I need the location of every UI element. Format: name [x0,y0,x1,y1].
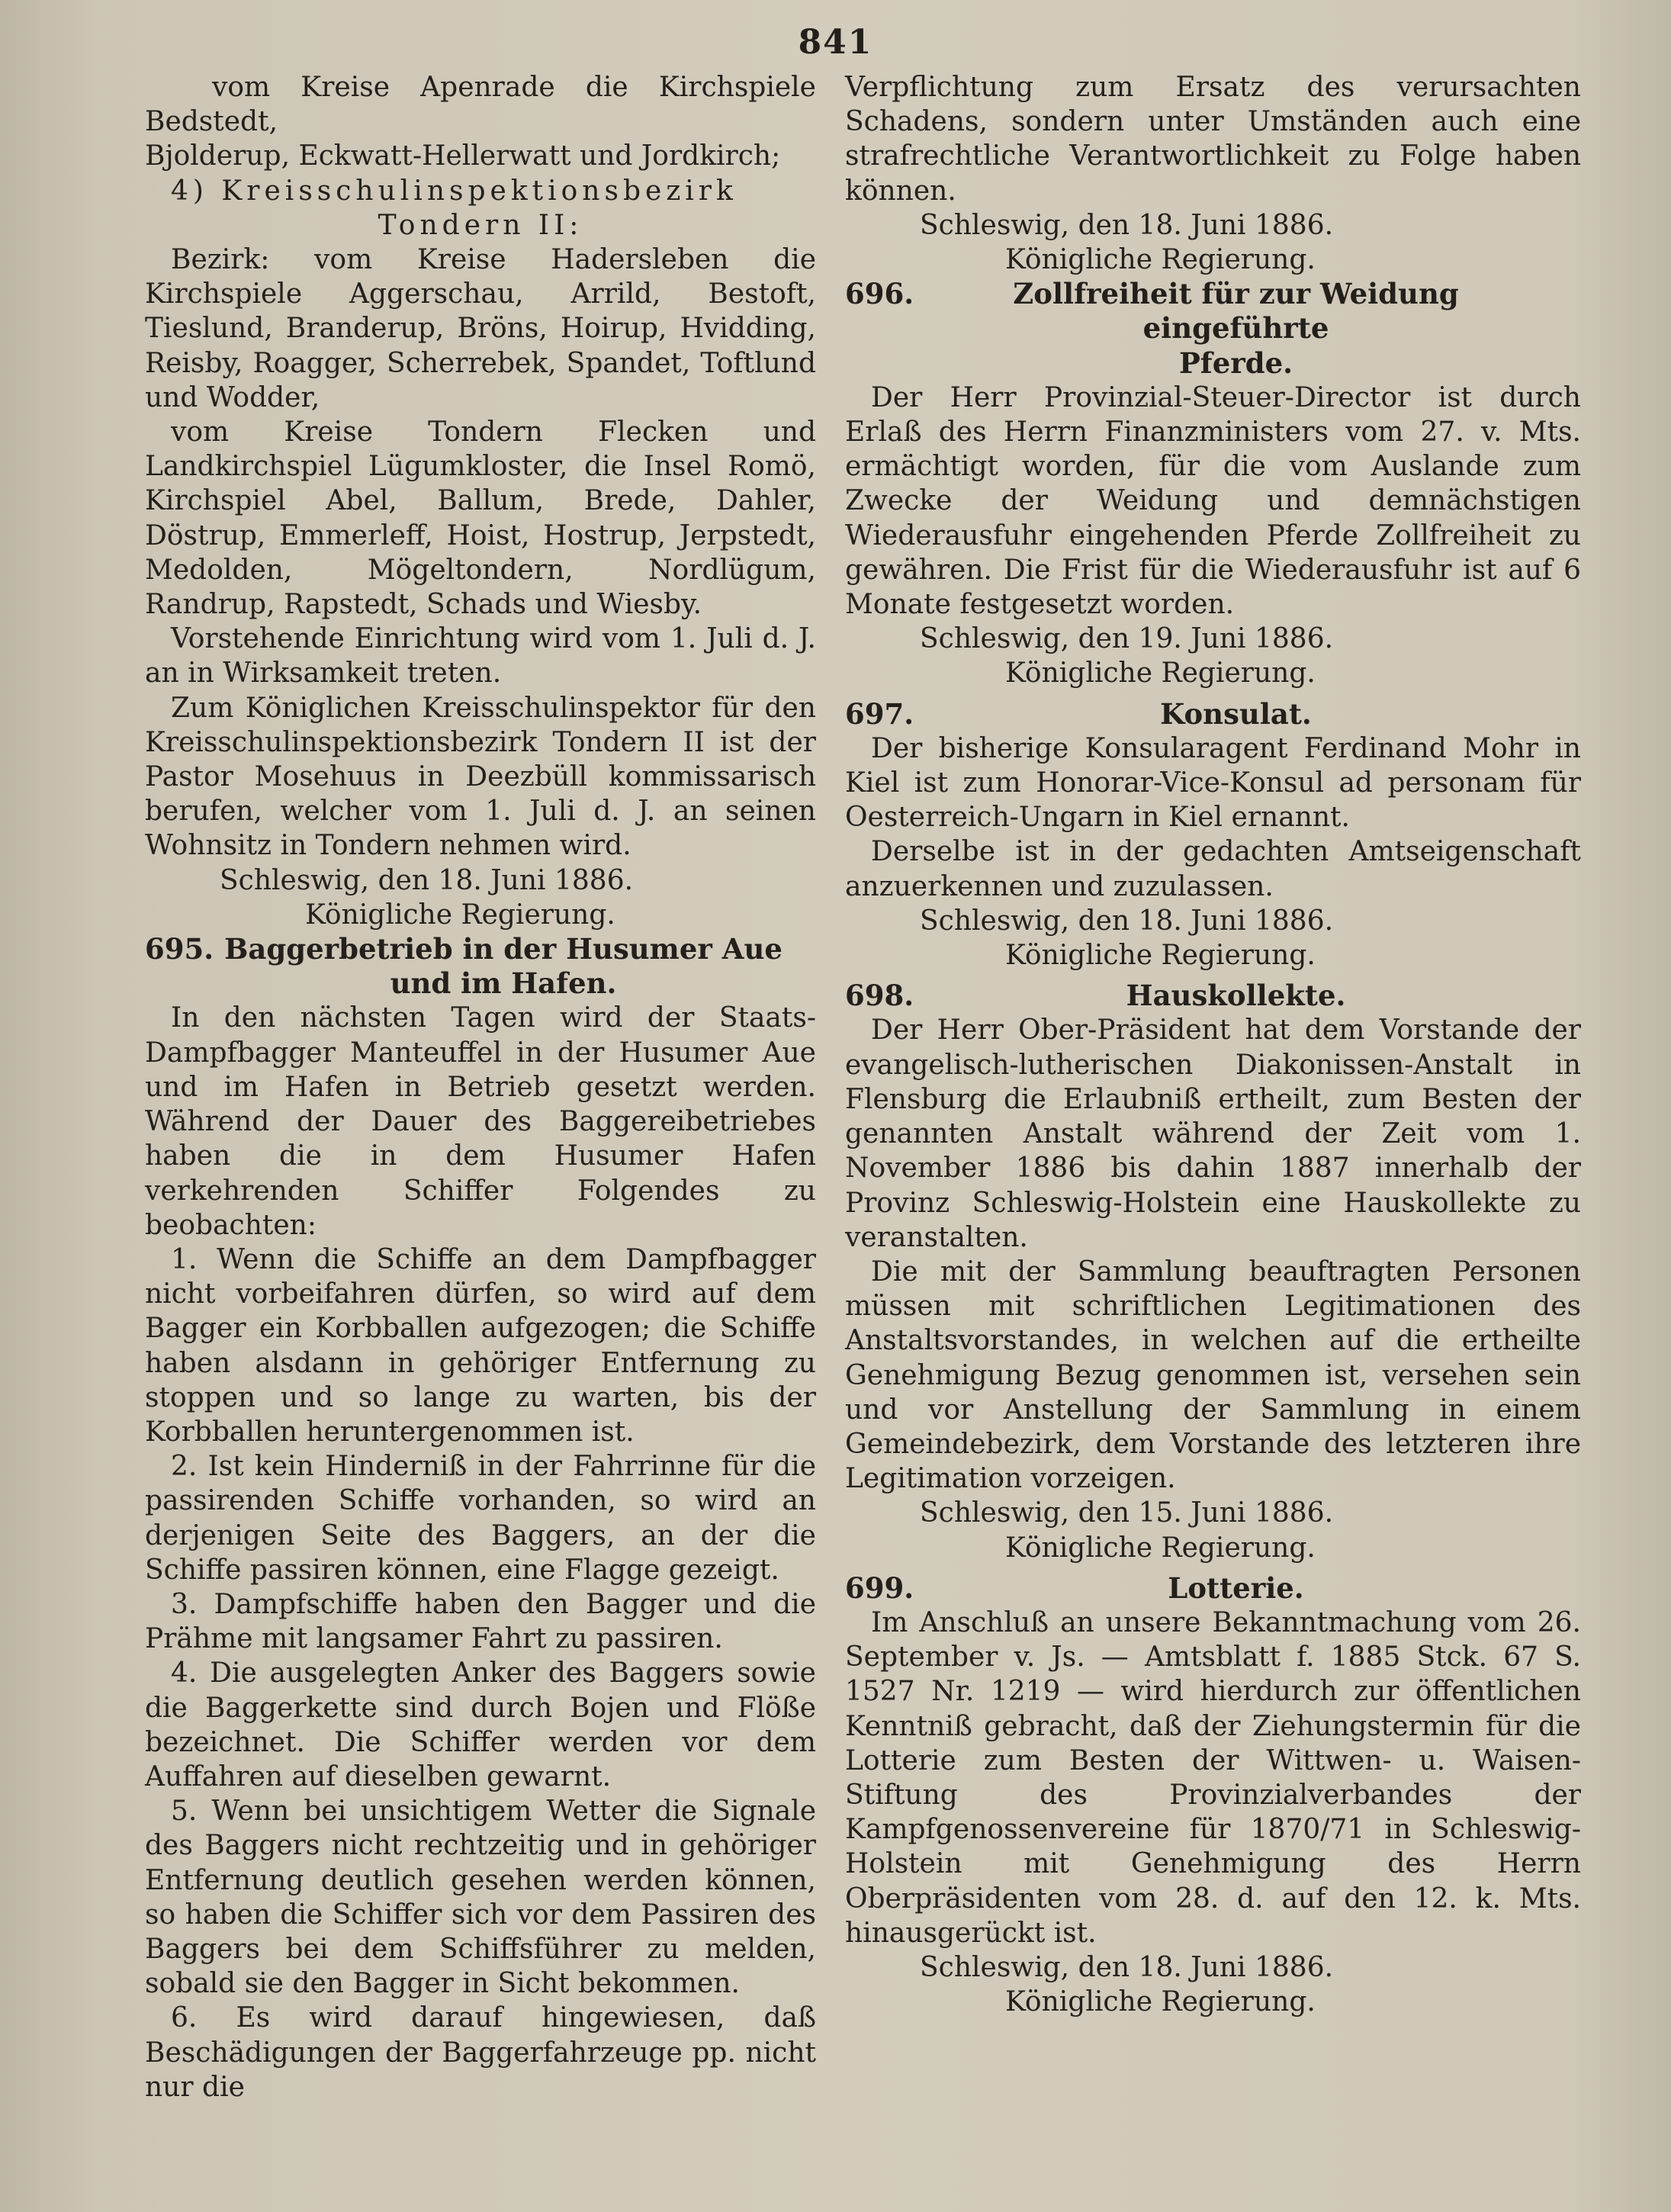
section-number: 697. [845,696,914,731]
continuation-paragraph: Verpflichtung zum Ersatz des verursachten Schadens, sondern unter Umständen auch eine strafrechtliche Verantwortlichkeit zu Folge haben können. [845,72,1581,207]
section-695-intro: In den nächsten Tagen wird der Staats-Dampfbagger Manteuffel in der Husumer Aue und im Hafen in Betrieb gesetzt werden. Während der Dauer des Baggereibetriebes haben die in dem Husumer Hafen verkehrenden Schiffer Folgendes zu beobachten: [145,1002,816,1241]
section-695-item-6: 6. Es wird darauf hingewiesen, daß Beschädigungen der Baggerfahrzeuge pp. nicht nur die [145,2002,816,2103]
district-subheading: Tondern II: [378,209,583,241]
continuation-place: Schleswig, den 18. Juni 1886. [920,209,1334,241]
section-698-body: Der Herr Ober-Präsident hat dem Vorstande der evangelisch-lutherischen Diakonissen-Anstalt in Flensburg die Erlaubniß ertheilt, zum Besten der genannten Anstalt während der Zeit vom 1. November 1886 bis dahin 1887 innerhalb der Provinz Schleswig-Holstein eine Hauskollekte zu veranstalten. [845,1014,1581,1253]
section-title: Baggerbetrieb in der Husumer Aue und im Hafen. [224,932,782,1001]
section-697-body: Der bisherige Konsularagent Ferdinand Mohr in Kiel ist zum Honorar-Vice-Konsul ad personam für Oesterreich-Ungarn in Kiel ernannt. [845,732,1581,834]
bezirk-paragraph: Bezirk: vom Kreise Hadersleben die Kirchspiele Aggerschau, Arrild, Bestoft, Tieslund, Branderup, Bröns, Hoirup, Hvidding, Reisby, Roagger, Scherrebek, Spandet, Toftlund und Wodder, [145,244,816,413]
section-697-heading [845,697,1581,731]
section-695-item-1: 1. Wenn die Schiffe an dem Dampfbagger nicht vorbeifahren dürfen, so wird auf dem Bagger ein Korbballen aufgezogen; die Schiffe haben alsdann in gehöriger Entfernung zu stoppen und so lange zu warten, bis der Korbballen heruntergenommen ist. [145,1243,816,1448]
continuation-authority: Königliche Regierung. [1005,244,1316,276]
einrichtung-paragraph: Vorstehende Einrichtung wird vom 1. Juli d. J. an in Wirksamkeit treten. [145,623,816,690]
signature-authority: Königliche Regierung. [305,899,615,931]
section-697-body-2: Derselbe ist in der gedachten Amtseigenschaft anzuerkennen und zuzulassen. [845,836,1581,902]
tondern-paragraph: vom Kreise Tondern Flecken und Landkirchspiel Lügumkloster, die Insel Romö, Kirchspiel Abel, Ballum, Brede, Dahler, Döstrup, Emmerleff, Hoist, Hostrup, Jerpstedt, Medolden, Mögeltondern, Nordlügum, Randrup, Rapstedt, Schads und Wiesby. [145,416,816,621]
section-number: 696. [845,277,914,311]
section-697-authority: Königliche Regierung. [1005,940,1316,972]
section-698-body-2: Die mit der Sammlung beauftragten Personen müssen mit schriftlichen Legitimationen des Anstaltsvorstandes, in welchen auf die ertheilte Genehmigung Bezug genommen ist, versehen sein und vor Anstellung der Sammlung in einem Gemeindebezirk, dem Vorstande des letzteren ihre Legitimation vorzeigen. [845,1256,1581,1495]
section-title: Konsulat. [1160,696,1312,731]
intro-line-2: Bjolderup, Eckwatt-Hellerwatt und Jordkirch; [145,140,781,172]
section-699-heading [845,1571,1581,1606]
section-697-place: Schleswig, den 18. Juni 1886. [920,905,1334,937]
section-696-authority: Königliche Regierung. [1005,657,1316,690]
section-699-body: Im Anschluß an unsere Bekanntmachung vom 26. September v. Js. — Amtsblatt f. 1885 Stck. 67 S. 1527 Nr. 1219 — wird hierdurch zur öffentlichen Kenntniß gebracht, daß der Ziehungstermin für die Lotterie zum Besten der Wittwen- u. Waisen-Stiftung des Provinzialverbandes der Kampfgenossenvereine für 1870/71 in Schleswig-Holstein mit Genehmigung des Herrn Oberpräsidenten vom 28. d. auf den 12. k. Mts. hinausgerückt ist. [845,1606,1581,1949]
section-698-authority: Königliche Regierung. [1005,1532,1316,1564]
section-698-heading [845,979,1581,1013]
section-696-body: Der Herr Provinzial-Steuer-Director ist durch Erlaß des Herrn Finanzministers vom 27. v. Mts. ermächtigt worden, für die vom Auslande zum Zwecke der Weidung und demnächstigen Wiederausfuhr eingehenden Pferde Zollfreiheit zu gewähren. Die Frist für die Wiederausfuhr ist auf 6 Monate festgesetzt worden. [845,381,1581,621]
inspektor-paragraph: Zum Königlichen Kreisschulinspektor für den Kreisschulinspektionsbezirk Tondern II ist der Pastor Mosehuus in Deezbüll kommissarisch berufen, welcher vom 1. Juli d. J. an seinen Wohnsitz in Tondern nehmen wird. [145,692,816,862]
section-title: Lotterie. [1168,1571,1304,1605]
left-column [145,70,816,2104]
section-title: Hauskollekte. [1126,979,1346,1013]
section-number: 699. [845,1571,914,1605]
section-699-authority: Königliche Regierung. [1005,1986,1316,2018]
section-title: Zollfreiheit für zur Weidung eingeführte Pferde. [1013,277,1459,380]
right-column [845,70,1581,2019]
intro-line-1: vom Kreise Apenrade die Kirchspiele Bedstedt, [145,72,816,138]
section-695-item-5: 5. Wenn bei unsichtigem Wetter die Signale des Baggers nicht rechtzeitig und in gehöriger Entfernung deutlich gesehen werden können, so haben die Schiffer sich vor dem Passiren des Baggers bei dem Schiffsführer zu melden, sobald sie den Bagger in Sicht bekommen. [145,1796,816,2000]
district-heading: 4) Kreisschulinspektionsbezirk [171,175,737,207]
section-695-heading [145,932,816,1001]
section-695-item-2: 2. Ist kein Hinderniß in der Fahrrinne für die passirenden Schiffe vorhanden, so wird an derjenigen Seite des Baggers, an der die Schiffe passiren können, eine Flagge gezeigt. [145,1451,816,1586]
section-number: 698. [845,979,914,1013]
section-699-place: Schleswig, den 18. Juni 1886. [920,1951,1334,1983]
section-696-place: Schleswig, den 19. Juni 1886. [920,623,1334,655]
signature-place: Schleswig, den 18. Juni 1886. [220,864,634,896]
section-695-item-4: 4. Die ausgelegten Anker des Baggers sowie die Baggerkette sind durch Bojen und Flöße bezeichnet. Die Schiffer werden vor dem Auffahren auf dieselben gewarnt. [145,1657,816,1792]
section-number: 695. [145,932,214,966]
section-695-item-3: 3. Dampfschiffe haben den Bagger und die Prähme mit langsamer Fahrt zu passiren. [145,1588,816,1655]
section-698-place: Schleswig, den 15. Juni 1886. [920,1497,1334,1529]
section-696-heading [845,277,1581,381]
page-number: 841 [798,23,873,62]
